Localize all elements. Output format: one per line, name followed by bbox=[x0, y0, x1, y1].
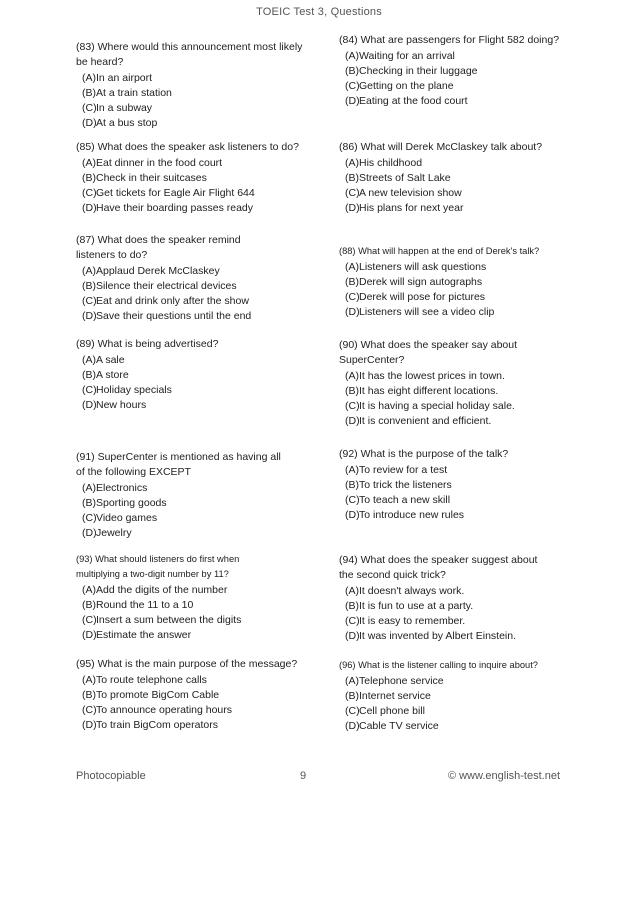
option-c: (C)It is having a special holiday sale. bbox=[345, 400, 515, 412]
option-b: (B)Streets of Salt Lake bbox=[345, 172, 451, 184]
option-b: (B)Silence their electrical devices bbox=[82, 280, 237, 292]
question-stem: (87) What does the speaker remind listeners to do? bbox=[76, 234, 241, 261]
option-d: (D)It is convenient and efficient. bbox=[345, 415, 492, 427]
question-90 bbox=[339, 338, 519, 429]
option-a: (A)Add the digits of the number bbox=[82, 584, 228, 596]
question-95 bbox=[76, 657, 311, 733]
question-stem: (91) SuperCenter is mentioned as having all of the following EXCEPT bbox=[76, 451, 281, 478]
question-96 bbox=[339, 658, 584, 734]
option-d: (D)Eating at the food court bbox=[345, 95, 468, 107]
question-stem: (93) What should listeners do first when multiplying a two-digit number by 11? bbox=[76, 554, 240, 579]
option-c: (C)Derek will pose for pictures bbox=[345, 291, 486, 303]
option-c: (C)Eat and drink only after the show bbox=[82, 295, 249, 307]
question-92 bbox=[339, 447, 574, 523]
question-stem: (90) What does the speaker say about SuperCenter? bbox=[339, 339, 518, 366]
footer-right: © www.english-test.net bbox=[447, 770, 560, 782]
option-a: (A)His childhood bbox=[345, 157, 423, 169]
option-c: (C)It is easy to remember. bbox=[345, 615, 466, 627]
option-d: (D)New hours bbox=[82, 399, 147, 411]
option-b: (B)A store bbox=[82, 369, 129, 381]
option-c: (C)Video games bbox=[82, 512, 158, 524]
question-stem: (95) What is the main purpose of the message? bbox=[76, 658, 298, 670]
option-b: (B)Derek will sign autographs bbox=[345, 276, 483, 288]
question-84 bbox=[339, 33, 579, 109]
question-stem: (86) What will Derek McClaskey talk about? bbox=[339, 141, 543, 153]
option-a: (A)Listeners will ask questions bbox=[345, 261, 487, 273]
option-a: (A)It doesn't always work. bbox=[345, 585, 465, 597]
page-number: 9 bbox=[300, 770, 307, 782]
option-a: (A)It has the lowest prices in town. bbox=[345, 370, 505, 382]
option-b: (B)Internet service bbox=[345, 690, 431, 702]
option-b: (B)It has eight different locations. bbox=[345, 385, 499, 397]
option-c: (C)Insert a sum between the digits bbox=[82, 614, 242, 626]
question-94 bbox=[339, 553, 539, 644]
question-83 bbox=[76, 40, 311, 131]
option-c: (C)Cell phone bill bbox=[345, 705, 425, 717]
option-c: (C)A new television show bbox=[345, 187, 462, 199]
page-header: TOEIC Test 3, Questions bbox=[256, 6, 382, 18]
footer-left: Photocopiable bbox=[76, 770, 146, 782]
option-c: (C)Getting on the plane bbox=[345, 80, 454, 92]
option-c: (C)Get tickets for Eagle Air Flight 644 bbox=[82, 187, 255, 199]
option-c: (C)To teach a new skill bbox=[345, 494, 451, 506]
option-a: (A)A sale bbox=[82, 354, 125, 366]
option-d: (D)It was invented by Albert Einstein. bbox=[345, 630, 517, 642]
option-b: (B)Sporting goods bbox=[82, 497, 167, 509]
option-b: (B)To promote BigCom Cable bbox=[82, 689, 220, 701]
option-d: (D)To introduce new rules bbox=[345, 509, 465, 521]
question-88 bbox=[339, 244, 584, 320]
option-b: (B)It is fun to use at a party. bbox=[345, 600, 474, 612]
question-stem: (84) What are passengers for Flight 582 doing? bbox=[339, 34, 560, 46]
question-stem: (83) Where would this announcement most likely be heard? bbox=[76, 41, 303, 68]
option-d: (D)Save their questions until the end bbox=[82, 310, 252, 322]
option-c: (C)In a subway bbox=[82, 102, 153, 114]
question-93 bbox=[76, 552, 276, 643]
question-stem: (89) What is being advertised? bbox=[76, 338, 219, 350]
option-b: (B)Checking in their luggage bbox=[345, 65, 478, 77]
option-a: (A)To route telephone calls bbox=[82, 674, 207, 686]
option-a: (A)Waiting for an arrival bbox=[345, 50, 455, 62]
option-d: (D)Have their boarding passes ready bbox=[82, 202, 254, 214]
option-c: (C)Holiday specials bbox=[82, 384, 172, 396]
question-stem: (92) What is the purpose of the talk? bbox=[339, 448, 509, 460]
question-86 bbox=[339, 140, 574, 216]
option-b: (B)Round the 11 to a 10 bbox=[82, 599, 194, 611]
option-d: (D)Estimate the answer bbox=[82, 629, 192, 641]
question-91 bbox=[76, 450, 291, 541]
question-stem: (85) What does the speaker ask listeners to do? bbox=[76, 141, 299, 153]
option-b: (B)To trick the listeners bbox=[345, 479, 452, 491]
question-89 bbox=[76, 337, 311, 413]
option-c: (C)To announce operating hours bbox=[82, 704, 233, 716]
option-d: (D)His plans for next year bbox=[345, 202, 464, 214]
option-a: (A)Applaud Derek McClaskey bbox=[82, 265, 220, 277]
option-d: (D)Cable TV service bbox=[345, 720, 439, 732]
option-a: (A)Telephone service bbox=[345, 675, 444, 687]
question-85 bbox=[76, 140, 311, 216]
option-d: (D)At a bus stop bbox=[82, 117, 158, 129]
option-a: (A)To review for a test bbox=[345, 464, 448, 476]
question-87 bbox=[76, 233, 266, 324]
option-a: (A)Electronics bbox=[82, 482, 148, 494]
question-stem: (96) What is the listener calling to inquire about? bbox=[339, 660, 538, 670]
option-d: (D)Jewelry bbox=[82, 527, 132, 539]
option-d: (D)Listeners will see a video clip bbox=[345, 306, 495, 318]
question-stem: (94) What does the speaker suggest about the second quick trick? bbox=[339, 554, 538, 581]
option-b: (B)At a train station bbox=[82, 87, 172, 99]
option-a: (A)In an airport bbox=[82, 72, 153, 84]
option-b: (B)Check in their suitcases bbox=[82, 172, 207, 184]
question-stem: (88) What will happen at the end of Derek's talk? bbox=[339, 246, 540, 256]
option-a: (A)Eat dinner in the food court bbox=[82, 157, 223, 169]
option-d: (D)To train BigCom operators bbox=[82, 719, 218, 731]
